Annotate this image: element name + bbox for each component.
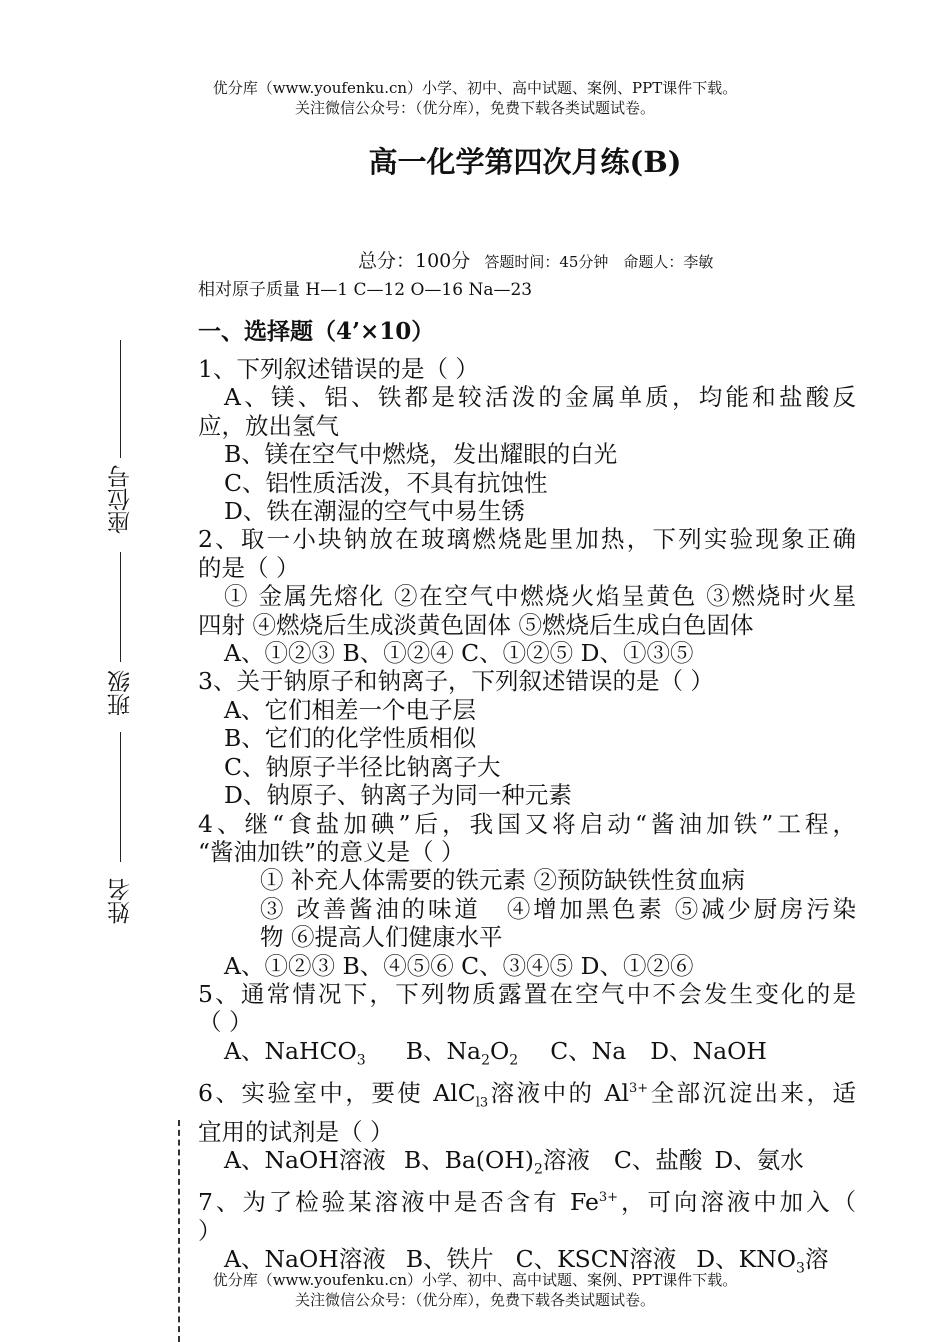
seat-underline [120, 340, 121, 458]
q3-option-d: D、钠原子、钠离子为同一种元素 [224, 781, 572, 810]
q1-stem: 1、下列叙述错误的是（ ） [198, 355, 479, 383]
footer-line-1: 优分库（www.youfenku.cn）小学、初中、高中试题、案例、PPT课件下载。 [212, 1271, 738, 1289]
q6-option-d: D、氨水 [714, 1146, 804, 1175]
q7-option-d: D、$KNO_3$溶 [696, 1244, 829, 1277]
q3-option-c: C、钠原子半径比钠离子大 [224, 752, 501, 781]
page-title: 高一化学第四次月练(B) [368, 145, 682, 179]
q7-option-c: C、KSCN溶液 [515, 1244, 677, 1273]
q6-stem-cont: 宜用的试剂是（ ） [198, 1117, 394, 1146]
q7-option-a: A、NaOH溶液 [224, 1244, 386, 1273]
seat-label: 座位号 [108, 465, 134, 534]
q6-options [198, 1146, 856, 1184]
q3-stem: 3、关于钠原子和钠离子，下列叙述错误的是（ ） [198, 667, 714, 696]
q2-stem-cont: 的是（ ） [198, 553, 300, 582]
q5-option-c: C、Na [550, 1036, 627, 1065]
q1-option-a: A、镁、铝、铁都是较活泼的金属单质，均能和盐酸反 [224, 383, 856, 412]
q7-stem: 7、为了检验某溶液中是否含有 $Fe^{3+}$，可向溶液中加入（ [198, 1188, 857, 1217]
q1-option-c: C、铝性质活泼，不具有抗蚀性 [224, 468, 548, 497]
q2-stem: 2、取一小块钠放在玻璃燃烧匙里加热，下列实验现象正确 [198, 525, 856, 554]
q7-stem-cont: ） [198, 1216, 222, 1245]
q4-options: A、①②③ B、④⑤⑥ C、③④⑤ D、①②⑥ [224, 951, 694, 980]
q4-items-1: ① 补充人体需要的铁元素 ②预防缺铁性贫血病 [260, 866, 745, 895]
q4-items-2: ③ 改善酱油的味道 ④增加黑色素 ⑤减少厨房污染 [260, 894, 856, 923]
q4-items-3: 物 ⑥提高人们健康水平 [260, 923, 503, 952]
q5-stem: 5、通常情况下，下列物质露置在空气中不会发生变化的是 [198, 979, 856, 1008]
class-label: 班级 [108, 670, 134, 716]
exam-meta [358, 246, 713, 273]
section-title: 一、选择题（4’×10） [198, 318, 435, 345]
exam-details: 答题时间：45分钟 命题人：李敏 [484, 253, 714, 271]
atomic-masses: 相对原子质量 H—1 C—12 O—16 Na—23 [198, 280, 533, 300]
q5-stem-cont: （ ） [198, 1008, 253, 1037]
q2-options: A、①②③ B、①②④ C、①②⑤ D、①③⑤ [224, 639, 694, 668]
q7-option-b: B、铁片 [405, 1244, 494, 1273]
q2-items-cont: 四射 ④燃烧后生成淡黄色固体 ⑤燃烧后生成白色固体 [198, 610, 754, 639]
q6-stem: 6、实验室中，要使 AlC$_{l3}$溶液中的 $Al^{3+}$全部沉淀出来，适 [198, 1078, 856, 1111]
q4-stem: 4、继“食盐加碘”后，我国又将启动“酱油加铁”工程， [198, 809, 856, 838]
q1-option-d: D、铁在潮湿的空气中易生锈 [224, 497, 525, 526]
q1-option-a-cont: 应，放出氢气 [198, 411, 339, 440]
header-line-1: 优分库（www.youfenku.cn）小学、初中、高中试题、案例、PPT课件下载。 [212, 79, 738, 97]
q6-option-b: B、$Ba(OH)_2$溶液 [403, 1146, 590, 1178]
q3-option-b: B、它们的化学性质相似 [224, 724, 477, 753]
q3-option-a: A、它们相差一个电子层 [224, 695, 476, 724]
student-info-sidebar [60, 340, 150, 960]
q5-option-b: B、$Na_2O_2$ [405, 1036, 519, 1069]
name-label: 姓名 [108, 878, 134, 924]
q1-option-b: B、镁在空气中燃烧，发出耀眼的白光 [224, 440, 618, 469]
question-list [198, 355, 856, 1283]
q5-options [198, 1037, 856, 1075]
name-underline [120, 732, 121, 862]
q6-option-c: C、盐酸 [613, 1146, 703, 1175]
q5-option-d: D、NaOH [650, 1036, 767, 1065]
q4-stem-cont: “酱油加铁”的意义是（ ） [198, 837, 465, 866]
q6-option-a: A、NaOH溶液 [224, 1146, 386, 1175]
footer-line-2: 关注微信公众号：（优分库），免费下载各类试题试卷。 [294, 1291, 655, 1309]
total-score: 总分：100分 [358, 250, 471, 272]
q2-items: ① 金属先熔化 ②在空气中燃烧火焰呈黄色 ③燃烧时火星 [224, 582, 856, 611]
q5-option-a: A、NaHCO$_3$ [224, 1036, 366, 1069]
class-underline [120, 552, 121, 662]
header-line-2: 关注微信公众号：（优分库），免费下载各类试题试卷。 [294, 99, 655, 117]
